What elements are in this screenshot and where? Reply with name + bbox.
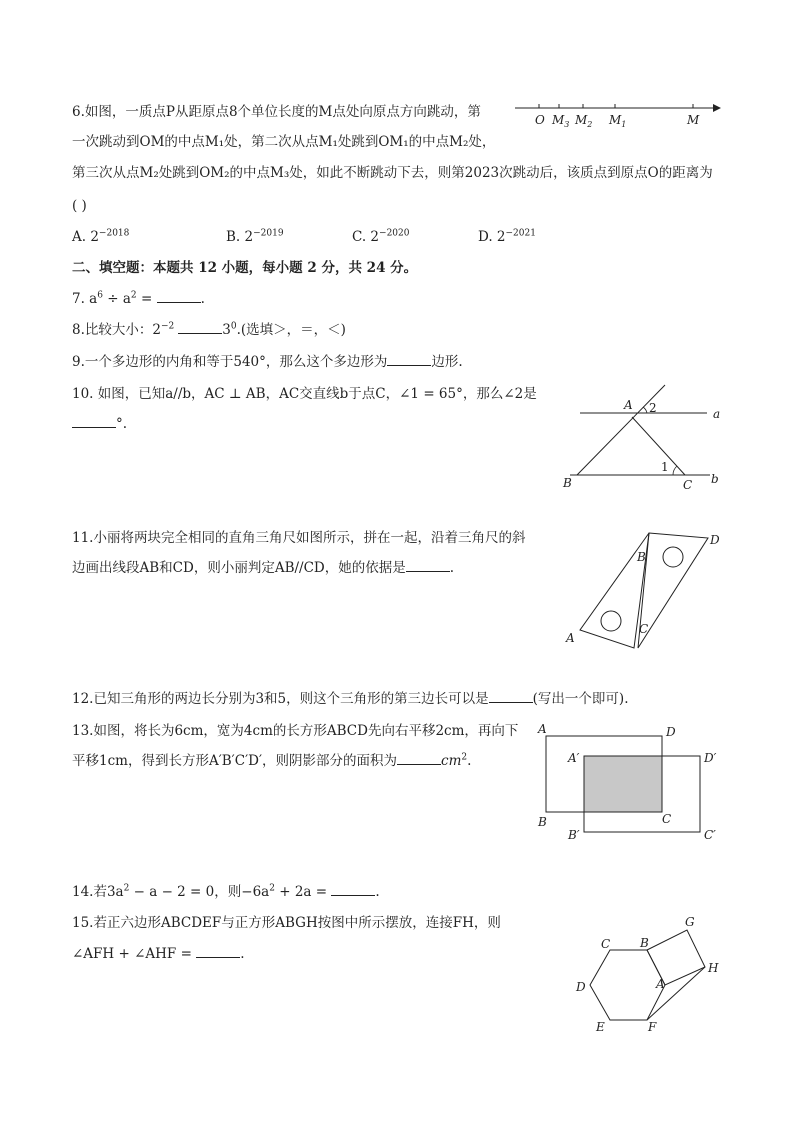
label-c: C [639, 622, 649, 636]
q8-answer-blank[interactable] [178, 321, 222, 334]
q6-line1: 6.如图，一质点P从距原点8个单位长度的M点处向原点方向跳动，第 [72, 104, 481, 120]
q6-option-a: A. $2^{-2018}$ [72, 228, 130, 245]
q7-answer-blank[interactable] [157, 290, 201, 303]
label-line-a: a [713, 407, 721, 421]
q6-line3: 第三次从点M₂处跳到OM₂的中点M₃处，如此不断跳动下去，则第2023次跳动后，该质点到原点O的距离为 [72, 165, 713, 181]
label-d: D [710, 533, 720, 547]
label-b: B [637, 550, 646, 564]
label-b-prime: B′ [568, 828, 580, 842]
q12-answer-blank[interactable] [489, 690, 533, 703]
label-c-point: C [683, 478, 693, 492]
label-d: D [666, 725, 676, 739]
q15-line1: 15.若正六边形ABCDEF与正方形ABGH按图中所示摆放，连接FH，则 [72, 915, 501, 931]
label-h: H [708, 961, 719, 975]
parallel-lines-figure [555, 385, 735, 495]
q13-line1: 13.如图，将长为6cm，宽为4cm的长方形ABCD先向右平移2cm，再向下 [72, 723, 519, 739]
rectangle-translation-figure [535, 720, 725, 845]
q6-paren: ( ) [72, 198, 87, 214]
triangle-rulers-figure [560, 528, 730, 653]
label-f: F [648, 1020, 657, 1034]
q14-answer-blank[interactable] [331, 883, 375, 896]
q10-line2: °. [72, 414, 127, 434]
label-angle-2: 2 [649, 401, 657, 415]
q9: 9.一个多边形的内角和等于540°，那么这个多边形为 边形. [72, 354, 463, 370]
q8: 8.比较大小：$2^{-2}$ $3^0$.(选填＞，＝，＜) [72, 321, 346, 338]
q6-option-c: C. $2^{-2020}$ [352, 228, 410, 245]
q11-line2: 边画出线段AB和CD，则小丽判定AB//CD，她的依据是 . [72, 560, 455, 576]
label-line-b: b [711, 472, 719, 486]
label-g: G [685, 915, 695, 929]
q14: 14.若$3a^2 - a - 2 = 0$，则$-6a^2 + 2a$ = . [72, 883, 380, 900]
section-header: 二、填空题：本题共 12 小题，每小题 2 分，共 24 分。 [72, 260, 418, 276]
hexagon-square-figure [565, 912, 725, 1037]
label-b-point: B [563, 476, 572, 490]
q12: 12.已知三角形的两边长分别为3和5，则这个三角形的第三边长可以是 (写出一个即可). [72, 691, 629, 707]
label-m: M [687, 113, 700, 127]
label-a: A [538, 722, 547, 736]
q13-line2: 平移1cm，得到长方形A′B′C′D′，则阴影部分的面积为 $cm^2$. [72, 752, 472, 769]
label-a-prime: A′ [568, 751, 580, 765]
label-e: E [596, 1020, 605, 1034]
q9-answer-blank[interactable] [387, 353, 431, 366]
label-d: D [576, 980, 586, 994]
label-m1: $M_1$ [609, 113, 627, 129]
q15-answer-blank[interactable] [196, 945, 240, 958]
number-line-figure [515, 98, 725, 128]
label-m2: $M_2$ [575, 113, 593, 129]
q6-option-d: D. $2^{-2021}$ [478, 228, 536, 245]
q15-line2: ∠AFH + ∠AHF = . [72, 946, 245, 962]
label-b: B [640, 936, 649, 950]
label-a: A [566, 631, 575, 645]
label-c: C [662, 812, 672, 826]
label-o: O [535, 113, 545, 127]
label-a-point: A [624, 398, 633, 412]
label-angle-1: 1 [661, 460, 669, 474]
q13-answer-blank[interactable] [397, 752, 441, 765]
q11-answer-blank[interactable] [406, 559, 450, 572]
label-b: B [538, 815, 547, 829]
label-m3: $M_3$ [552, 113, 570, 129]
label-d-prime: D′ [704, 751, 717, 765]
q6-option-b: B. $2^{-2019}$ [226, 228, 284, 245]
q6-line2: 一次跳动到OM的中点M₁处，第二次从点M₁处跳到OM₁的中点M₂处， [72, 134, 496, 150]
q10-line1: 10. 如图，已知a//b，AC ⊥ AB，AC交直线b于点C，∠1 = 65°，那么∠2是 [72, 386, 537, 402]
q10-answer-blank[interactable] [72, 415, 116, 428]
label-c: C [601, 937, 611, 951]
q11-line1: 11.小丽将两块完全相同的直角三角尺如图所示，拼在一起，沿着三角尺的斜 [72, 530, 526, 546]
label-a: A [656, 977, 665, 991]
label-c-prime: C′ [704, 828, 716, 842]
q7: 7. $a^6 \div a^2$ = . [72, 290, 205, 307]
